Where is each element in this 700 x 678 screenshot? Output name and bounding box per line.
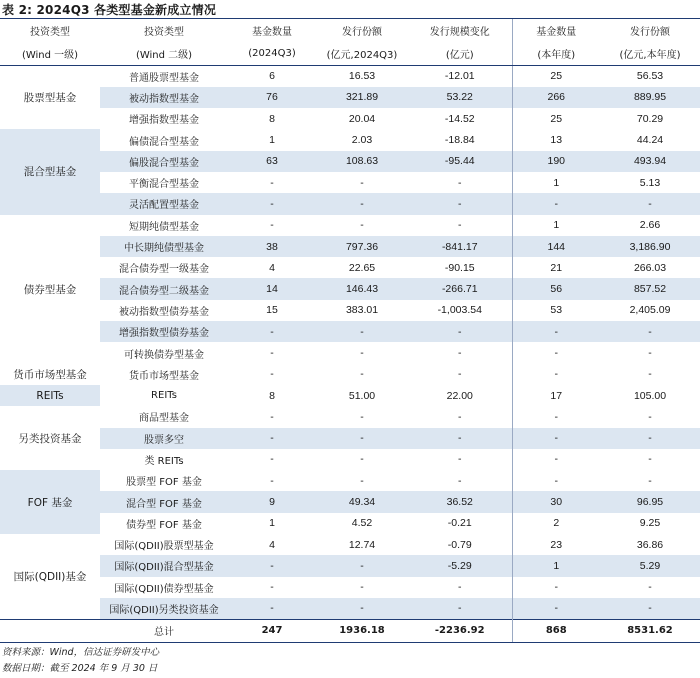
shares-q3-cell: 20.04 xyxy=(348,112,376,125)
count-q3-cell: 4 xyxy=(269,538,275,551)
table-row xyxy=(0,257,700,278)
change-cell: -5.29 xyxy=(408,555,512,576)
subtype-cell: 股票多空 xyxy=(100,428,228,449)
header-col7: 发行份额 xyxy=(600,19,700,42)
shares-year-cell: - xyxy=(648,368,652,381)
change-cell: 22.00 xyxy=(446,389,473,402)
count-year-cell: 1 xyxy=(512,172,600,193)
change-cell: -18.84 xyxy=(444,134,475,147)
table-row xyxy=(0,513,700,534)
count-year-cell: - xyxy=(512,428,600,449)
count-q3-cell: 14 xyxy=(228,278,316,299)
shares-year-cell: - xyxy=(648,453,652,466)
table-row xyxy=(0,215,700,236)
subtype-cell: 增强指数型基金 xyxy=(129,115,199,127)
total-count-q3: 247 xyxy=(228,619,316,642)
header-row-2 xyxy=(0,42,700,66)
count-year-cell: - xyxy=(512,470,600,491)
shares-year-cell: 857.52 xyxy=(600,278,700,299)
count-q3-cell: 4 xyxy=(269,261,275,274)
count-q3-cell: 6 xyxy=(269,70,275,83)
count-q3-cell: 1 xyxy=(269,134,275,147)
change-cell: -14.52 xyxy=(444,112,475,125)
count-year-cell: - xyxy=(512,598,600,619)
source-note: 资料来源：Wind，信达证券研发中心 xyxy=(2,647,160,658)
subtype-cell: 债券型 FOF 基金 xyxy=(126,519,202,531)
count-q3-cell: 1 xyxy=(269,517,275,530)
header-col6: 基金数量 xyxy=(512,19,600,42)
date-note: 数据日期：截至 2024 年 9 月 30 日 xyxy=(2,663,158,674)
shares-q3-cell: 49.34 xyxy=(316,491,408,512)
total-label: 总计 xyxy=(100,619,228,642)
count-year-cell: - xyxy=(512,449,600,470)
subtype-cell: 国际(QDII)债券型基金 xyxy=(114,583,214,595)
subtype-cell: 股票型 FOF 基金 xyxy=(126,477,202,489)
shares-q3-cell: - xyxy=(316,193,408,214)
count-year-cell: 30 xyxy=(512,491,600,512)
shares-year-cell: - xyxy=(648,410,652,423)
total-shares-year: 8531.62 xyxy=(600,619,700,642)
count-year-cell: 1 xyxy=(512,555,600,576)
shares-q3-cell: - xyxy=(316,555,408,576)
header-col2-sub: (Wind 二级) xyxy=(100,42,228,66)
table-row xyxy=(0,598,700,619)
subtype-cell: 商品型基金 xyxy=(139,413,189,425)
category-cell: REITs xyxy=(0,385,100,406)
table-row xyxy=(0,151,700,172)
table-title-bar xyxy=(0,0,700,19)
change-cell: - xyxy=(458,368,462,381)
count-q3-cell: - xyxy=(270,347,274,359)
subtype-cell: 被动指数型债券基金 xyxy=(119,306,209,318)
change-cell: -841.17 xyxy=(408,236,512,257)
header-col4: 发行份额 xyxy=(316,19,408,42)
table-row xyxy=(0,300,700,321)
shares-q3-cell: - xyxy=(360,581,364,594)
subtype-cell: 短期纯债型基金 xyxy=(129,221,199,233)
change-cell: -266.71 xyxy=(408,278,512,299)
shares-year-cell: 9.25 xyxy=(639,517,661,530)
shares-q3-cell: - xyxy=(316,321,408,342)
fund-issuance-table xyxy=(0,19,700,643)
category-cell: 债券型基金 xyxy=(23,283,77,296)
subtype-cell: 平衡混合型基金 xyxy=(129,179,199,191)
header-col6-sub: (本年度) xyxy=(512,42,600,66)
table-row xyxy=(0,449,700,470)
shares-q3-cell: - xyxy=(360,368,364,381)
table-row xyxy=(0,87,700,108)
change-cell: - xyxy=(408,428,512,449)
count-q3-cell: - xyxy=(228,598,316,619)
shares-year-cell: - xyxy=(600,598,700,619)
table-row xyxy=(0,577,700,598)
count-q3-cell: 8 xyxy=(269,112,275,125)
count-year-cell: 56 xyxy=(512,278,600,299)
shares-year-cell: 5.29 xyxy=(600,555,700,576)
shares-q3-cell: - xyxy=(360,474,364,487)
count-q3-cell: - xyxy=(270,219,274,232)
change-cell: - xyxy=(458,176,462,189)
table-row xyxy=(0,108,700,129)
subtype-cell: 可转换债券型基金 xyxy=(124,349,204,361)
table-row xyxy=(0,470,700,491)
total-row xyxy=(0,619,700,642)
change-cell: -95.44 xyxy=(408,151,512,172)
change-cell: -0.79 xyxy=(447,538,472,551)
subtype-cell: 国际(QDII)另类投资基金 xyxy=(100,598,228,619)
count-q3-cell: - xyxy=(228,428,316,449)
shares-year-cell: 266.03 xyxy=(633,261,667,274)
category-cell: 国际(QDII)基金 xyxy=(13,570,87,583)
shares-q3-cell: - xyxy=(360,176,364,189)
count-year-cell: - xyxy=(512,406,600,427)
change-cell: - xyxy=(458,453,462,466)
table-row xyxy=(0,193,700,214)
header-col5: 发行规模变化 xyxy=(408,19,512,42)
category-cell: 另类投资基金 xyxy=(18,432,82,445)
count-q3-cell: - xyxy=(270,453,274,466)
header-col4-sub: (亿元,2024Q3) xyxy=(316,42,408,66)
shares-year-cell: 2,405.09 xyxy=(629,304,671,317)
count-year-cell: 53 xyxy=(512,300,600,321)
total-count-year: 868 xyxy=(512,619,600,642)
shares-year-cell: 493.94 xyxy=(600,151,700,172)
header-col3-sub: (2024Q3) xyxy=(228,42,316,66)
header-row-1 xyxy=(0,19,700,42)
subtype-cell: 普通股票型基金 xyxy=(129,72,199,84)
table-row xyxy=(0,342,700,363)
subtype-cell: 混合债券型一级基金 xyxy=(119,264,209,276)
shares-year-cell: 70.29 xyxy=(636,112,664,125)
table-row xyxy=(0,236,700,257)
shares-year-cell: 5.13 xyxy=(639,176,661,189)
change-cell: - xyxy=(408,598,512,619)
count-year-cell: - xyxy=(512,577,600,598)
header-col7-sub: (亿元,本年度) xyxy=(600,42,700,66)
table-row xyxy=(0,278,700,299)
header-col2: 投资类型 xyxy=(100,19,228,42)
change-cell: - xyxy=(458,347,462,359)
subtype-cell: 偏股混合型基金 xyxy=(100,151,228,172)
shares-q3-cell: 108.63 xyxy=(316,151,408,172)
count-q3-cell: - xyxy=(228,193,316,214)
subtype-cell: 灵活配置型基金 xyxy=(100,193,228,214)
subtype-cell: REITs xyxy=(151,390,177,402)
header-col5-sub: (亿元) xyxy=(408,42,512,66)
shares-year-cell: 889.95 xyxy=(600,87,700,108)
count-year-cell: 25 xyxy=(512,108,600,129)
shares-q3-cell: - xyxy=(360,219,364,232)
shares-q3-cell: 146.43 xyxy=(316,278,408,299)
count-q3-cell: - xyxy=(228,555,316,576)
subtype-cell: 增强指数型债券基金 xyxy=(100,321,228,342)
table-row xyxy=(0,66,700,87)
count-year-cell: 25 xyxy=(512,66,600,87)
change-cell: -1,003.54 xyxy=(437,304,482,317)
table-body xyxy=(0,66,700,620)
shares-q3-cell: 797.36 xyxy=(316,236,408,257)
table-row xyxy=(0,491,700,512)
subtype-cell: 货币市场型基金 xyxy=(129,370,199,382)
count-q3-cell: 63 xyxy=(228,151,316,172)
shares-q3-cell: - xyxy=(360,410,364,423)
category-cell: 货币市场型基金 xyxy=(13,368,87,381)
count-q3-cell: 9 xyxy=(228,491,316,512)
change-cell: - xyxy=(458,581,462,594)
change-cell: 36.52 xyxy=(408,491,512,512)
table-row xyxy=(0,406,700,427)
subtype-cell: 被动指数型基金 xyxy=(100,87,228,108)
table-row xyxy=(0,428,700,449)
change-cell: -12.01 xyxy=(444,70,475,83)
total-spacer xyxy=(0,619,100,642)
count-q3-cell: - xyxy=(270,474,274,487)
count-year-cell: 21 xyxy=(512,257,600,278)
category-cell: 股票型基金 xyxy=(23,92,77,105)
change-cell: - xyxy=(458,219,462,232)
shares-q3-cell: 51.00 xyxy=(348,389,376,402)
subtype-cell: 国际(QDII)混合型基金 xyxy=(100,555,228,576)
shares-q3-cell: 12.74 xyxy=(348,538,376,551)
shares-year-cell: - xyxy=(600,321,700,342)
table-row xyxy=(0,555,700,576)
shares-year-cell: 2.66 xyxy=(639,219,661,232)
header-col1-sub: (Wind 一级) xyxy=(0,42,100,66)
subtype-cell: 混合债券型二级基金 xyxy=(100,278,228,299)
subtype-cell: 国际(QDII)股票型基金 xyxy=(114,541,214,553)
change-cell: - xyxy=(408,193,512,214)
shares-year-cell: 3,186.90 xyxy=(600,236,700,257)
count-q3-cell: 15 xyxy=(266,304,278,317)
count-year-cell: 23 xyxy=(512,534,600,555)
shares-q3-cell: - xyxy=(316,428,408,449)
total-change: -2236.92 xyxy=(408,619,512,642)
count-q3-cell: - xyxy=(270,581,274,594)
subtype-cell: 混合型 FOF 基金 xyxy=(100,491,228,512)
count-year-cell: 13 xyxy=(512,129,600,150)
change-cell: -0.21 xyxy=(447,517,472,530)
shares-year-cell: - xyxy=(648,474,652,487)
shares-year-cell: 36.86 xyxy=(636,538,664,551)
subtype-cell: 偏债混合型基金 xyxy=(129,136,199,148)
shares-year-cell: - xyxy=(648,581,652,594)
subtype-cell: 类 REITs xyxy=(144,455,184,467)
shares-q3-cell: 321.89 xyxy=(316,87,408,108)
count-q3-cell: - xyxy=(270,368,274,381)
count-year-cell: - xyxy=(512,193,600,214)
table-row xyxy=(0,129,700,150)
change-cell: 53.22 xyxy=(408,87,512,108)
count-year-cell: - xyxy=(512,364,600,385)
total-shares-q3: 1936.18 xyxy=(316,619,408,642)
shares-q3-cell: - xyxy=(316,598,408,619)
shares-q3-cell: 2.03 xyxy=(351,134,373,147)
count-q3-cell: - xyxy=(270,176,274,189)
count-year-cell: 1 xyxy=(512,215,600,236)
shares-q3-cell: 383.01 xyxy=(345,304,379,317)
count-q3-cell: 8 xyxy=(269,389,275,402)
shares-year-cell: - xyxy=(600,193,700,214)
count-year-cell: 266 xyxy=(512,87,600,108)
shares-year-cell: 105.00 xyxy=(633,389,667,402)
count-q3-cell: - xyxy=(228,321,316,342)
category-cell: 混合型基金 xyxy=(0,129,100,214)
change-cell: -90.15 xyxy=(444,261,475,274)
table-row xyxy=(0,385,700,406)
change-cell: - xyxy=(458,474,462,487)
header-col1: 投资类型 xyxy=(0,19,100,42)
count-year-cell: - xyxy=(512,342,600,363)
shares-year-cell: 44.24 xyxy=(636,134,664,147)
count-q3-cell: 38 xyxy=(228,236,316,257)
table-row xyxy=(0,321,700,342)
count-year-cell: 144 xyxy=(512,236,600,257)
shares-q3-cell: - xyxy=(360,347,364,359)
table-row xyxy=(0,534,700,555)
shares-q3-cell: 22.65 xyxy=(348,261,376,274)
shares-year-cell: - xyxy=(648,347,652,359)
count-year-cell: 17 xyxy=(512,385,600,406)
shares-q3-cell: 4.52 xyxy=(351,517,373,530)
count-year-cell: 190 xyxy=(512,151,600,172)
header-col3: 基金数量 xyxy=(228,19,316,42)
table-row xyxy=(0,172,700,193)
subtype-cell: 中长期纯债型基金 xyxy=(100,236,228,257)
category-cell: FOF 基金 xyxy=(0,470,100,534)
change-cell: - xyxy=(408,321,512,342)
shares-year-cell: 96.95 xyxy=(600,491,700,512)
change-cell: - xyxy=(458,410,462,423)
shares-year-cell: 56.53 xyxy=(636,70,664,83)
shares-q3-cell: - xyxy=(360,453,364,466)
count-year-cell: 2 xyxy=(512,513,600,534)
count-q3-cell: 76 xyxy=(228,87,316,108)
table-title: 表 2: 2024Q3 各类型基金新成立情况 xyxy=(2,3,217,17)
shares-year-cell: - xyxy=(600,428,700,449)
table-row xyxy=(0,364,700,385)
shares-q3-cell: 16.53 xyxy=(348,70,376,83)
count-year-cell: - xyxy=(512,321,600,342)
count-q3-cell: - xyxy=(270,410,274,423)
